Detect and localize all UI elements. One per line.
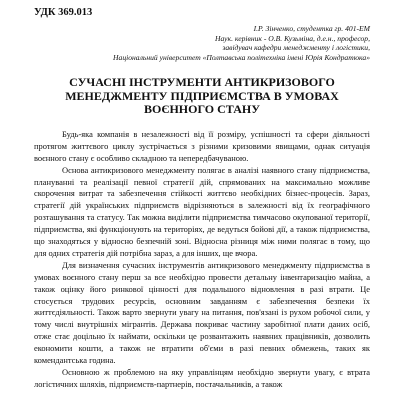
supervisor-line: Наук. керівник - О.В. Кузьміна, д.е.н., професор, bbox=[214, 33, 370, 43]
paragraph: Будь-яка компанія в незалежності від її розміру, успішності та сфери діяльності протягом життєвого циклу зустрічається з різними кризовими явищами, однак ситуація воєнного стану є особливо складною та непередбачуваною. bbox=[34, 128, 370, 163]
author-block bbox=[34, 24, 370, 62]
udc-code: УДК 369.013 bbox=[34, 7, 93, 18]
paragraph: Основною ж проблемою на яку управлінцям необхідно звернути увагу, є втрата логістичних шляхів, підприємств-партнерів, постачальників, а також bbox=[34, 367, 370, 389]
paper-title: СУЧАСНІ ІНСТРУМЕНТИ АНТИКРИЗОВОГО МЕНЕДЖМЕНТУ ПІДПРИЄМСТВА В УМОВАХ ВОЄННОГО СТАНУ bbox=[65, 75, 339, 117]
author-line: І.Р. Зінченко, студентка гр. 401-ЕМ bbox=[253, 24, 370, 33]
supervisor-position-line: завідувач кафедри менеджменту і логістики, bbox=[222, 43, 370, 53]
paragraph: Основа антикризового менеджменту полягає в аналізі наявного стану підприємства, плануванні та реалізації певної стратегії дій, спрямованих на максимально можливе скорочення витрат та забезпечення стійкості життєво необхідних бізнес-процесів. Зараз, стратегії дій українських підприємств відрізняються в залежності від їх географічного розташування та статусу. Так можна виділити підприємства тимчасово окупованої території, підприємства, які функціонують на територіях, де ведуться бойові дії, а також підприємства, що знаходяться у відносно безпечній зоні. Відносна різниця між ними полягає в тому, що для одних стратегія дій потрібна зараз, а для інших, ще вчора. bbox=[34, 164, 370, 258]
paragraph: Для визначення сучасних інструментів антикризового менеджменту підприємства в умовах воєнного стану перш за все необхідно провести детальну інвентаризацію майна, а також оцінку його ринкової цінності для подальшого відновлення в разі втрати. Це стосується трудових ресурсів, основним завданням є забезпечення безпеки їх життєдіяльності. Також варто звернути увагу на питання, пов'язані із рухом робочої сили, у тому числі внутрішніх мігрантів. Держава покриває частину заробітної плати даних осіб, отже стає доцільно їх наймати, оскільки це розвантажить наявних працівників, дозволить економити кошти, а також не втратити об'єми в разі певних обмежень, таких як комендантська година. bbox=[34, 259, 370, 366]
affiliation-line: Національний університет «Полтавська політехніка імені Юрія Кондратюка» bbox=[113, 52, 370, 62]
body-text bbox=[34, 129, 370, 391]
